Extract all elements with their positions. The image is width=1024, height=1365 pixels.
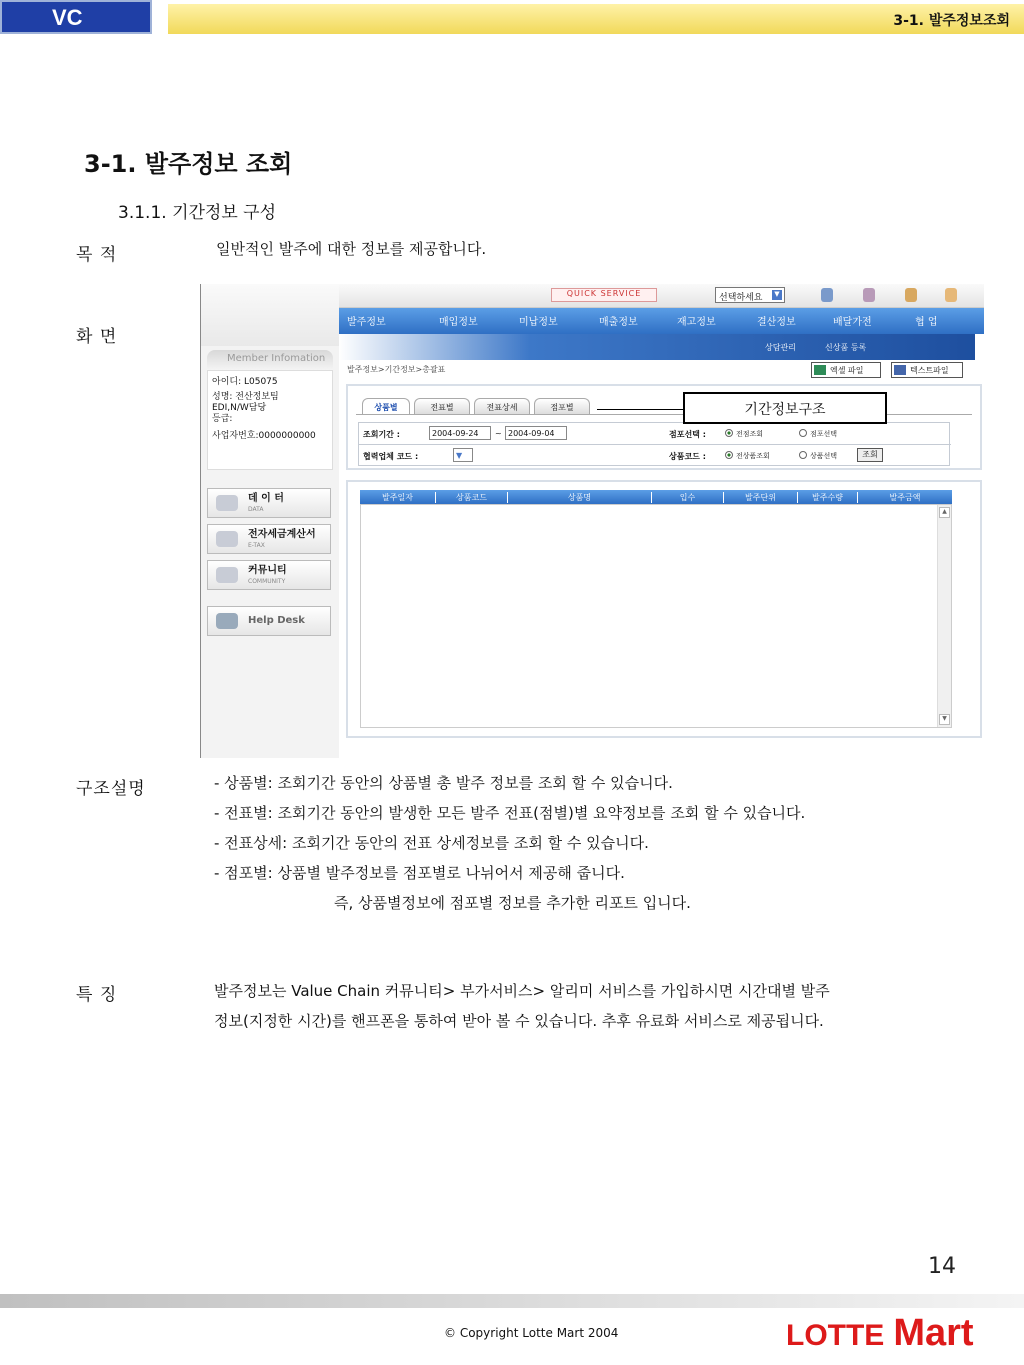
member-grade: 등급: — [212, 414, 233, 424]
member-info-header: Member Infomation — [207, 350, 333, 370]
col-units: 입수 — [652, 492, 724, 503]
store-all-radio[interactable] — [725, 429, 763, 439]
product-all-radio[interactable] — [725, 451, 770, 461]
logo-lotte: LOTTE — [786, 1319, 885, 1352]
member-dept: EDI,N/W담당 — [212, 403, 267, 413]
col-order-date: 발주일자 — [360, 492, 436, 503]
grid-header — [360, 490, 952, 504]
side-button-data[interactable] — [207, 488, 331, 518]
feature-text — [214, 976, 1014, 1036]
product-code-label: 상품코드 : — [669, 452, 706, 461]
structure-line: - 전표상세: 조회기간 동안의 전표 상세정보를 조회 할 수 있습니다. — [214, 834, 649, 852]
data-icon — [216, 495, 238, 511]
logo-mart: Mart — [893, 1312, 974, 1354]
home-icon[interactable] — [821, 288, 833, 302]
sub-nav — [339, 334, 975, 360]
structure-line: - 전표별: 조회기간 동안의 발생한 모든 발주 전표(점별)별 요약정보를 조회 할 수 있습니다. — [214, 804, 806, 822]
side-button-data-sub: DATA — [248, 506, 264, 513]
nav-sales-info[interactable]: 매출정보 — [599, 317, 638, 328]
grid-body — [360, 504, 952, 728]
app-screenshot — [200, 284, 984, 758]
footer-bar — [0, 1294, 1024, 1308]
community-icon — [216, 567, 238, 583]
structure-line: - 점포별: 상품별 발주정보를 점포별로 나뉘어서 제공해 줍니다. — [214, 864, 625, 882]
text-export-label: 텍스트파일 — [910, 366, 949, 375]
side-button-data-label: 데 이 터 — [248, 493, 284, 504]
quick-select[interactable] — [715, 287, 785, 303]
help-desk-icon — [216, 613, 238, 629]
user-icon[interactable] — [945, 288, 957, 302]
side-button-community-label: 커뮤니티 — [248, 565, 287, 576]
section-header: 3-1. 발주정보조회 — [168, 4, 1024, 34]
excel-icon — [814, 365, 826, 375]
quick-select-value: 선택하세요 — [719, 293, 763, 303]
side-button-etax-sub: E-TAX — [248, 542, 265, 549]
structure-line: - 상품별: 조회기간 동안의 상품별 총 발주 정보를 조회 할 수 있습니다. — [214, 774, 673, 792]
side-button-community[interactable] — [207, 560, 331, 590]
subnav-new-product[interactable]: 신상품 등록 — [825, 343, 867, 352]
col-order-qty: 발주수량 — [798, 492, 858, 503]
feature-label: 특 징 — [76, 985, 118, 1005]
member-id: 아이디: L05075 — [212, 377, 278, 387]
product-all-label: 전상품조회 — [736, 452, 770, 460]
date-from-input[interactable]: 2004-09-24 — [429, 426, 491, 440]
col-order-amount: 발주금액 — [889, 493, 921, 502]
result-grid — [346, 480, 982, 738]
app-sidebar — [201, 284, 339, 758]
store-pick-radio[interactable] — [799, 429, 837, 439]
tax-invoice-icon — [216, 531, 238, 547]
radio-empty-icon — [799, 451, 807, 459]
purpose-label: 목 적 — [76, 245, 118, 265]
tab-store[interactable]: 점포별 — [534, 398, 590, 414]
chevron-down-icon: ▼ — [772, 290, 782, 300]
breadcrumb: 발주정보>기간정보>총괄표 — [347, 365, 446, 374]
screen-label: 화 면 — [76, 327, 118, 347]
store-all-label: 전점조회 — [736, 430, 764, 438]
nav-settlement-info[interactable]: 결산정보 — [757, 317, 796, 328]
side-button-etax[interactable] — [207, 524, 331, 554]
feature-line: 정보(지정한 시간)를 핸프폰을 통하여 받아 볼 수 있습니다. 추후 유료화 서비스로 제공됩니다. — [214, 1012, 824, 1030]
date-to-input[interactable]: 2004-09-04 — [505, 426, 567, 440]
page-number: 14 — [928, 1254, 956, 1279]
partner-code-label: 협력업체 코드 : — [363, 452, 419, 461]
tab-slip-detail[interactable]: 전표상세 — [474, 398, 530, 414]
scroll-up-icon[interactable]: ▲ — [939, 507, 950, 518]
grid-scrollbar[interactable] — [937, 505, 951, 727]
structure-text — [214, 768, 1014, 918]
excel-export-label: 엑셀 파일 — [830, 366, 864, 375]
main-nav — [339, 308, 984, 334]
side-button-etax-label: 전자세금계산서 — [248, 529, 316, 540]
text-export-button[interactable] — [891, 362, 963, 378]
radio-selected-icon — [725, 429, 733, 437]
help-icon[interactable] — [863, 288, 875, 302]
col-product-name: 상품명 — [508, 492, 652, 503]
copyright: © Copyright Lotte Mart 2004 — [444, 1326, 619, 1340]
partner-code-select[interactable]: ▼ — [453, 448, 473, 462]
member-info-box — [207, 370, 333, 470]
store-pick-label: 점포선택 — [810, 430, 838, 438]
period-label: 조회기간 : — [363, 430, 400, 439]
search-form — [358, 422, 950, 466]
radio-empty-icon — [799, 429, 807, 437]
callout-line — [597, 409, 683, 410]
col-product-code: 상품코드 — [436, 492, 508, 503]
store-select-label: 점포선택 : — [669, 430, 706, 439]
lotte-mart-logo — [786, 1312, 974, 1355]
help-desk-button[interactable] — [207, 606, 331, 636]
date-tilde: ~ — [495, 429, 502, 438]
quick-bar — [339, 284, 984, 308]
search-button[interactable]: 조회 — [857, 448, 883, 462]
scroll-down-icon[interactable]: ▼ — [939, 714, 950, 725]
member-bizno: 사업자번호:0000000000 — [212, 431, 316, 441]
nav-purchase-info[interactable]: 매입정보 — [439, 317, 478, 328]
nav-unpaid-info[interactable]: 미납정보 — [519, 317, 558, 328]
feature-line: 발주정보는 Value Chain 커뮤니티> 부가서비스> 알리미 서비스를 가입하시면 시간대별 발주 — [214, 982, 830, 1000]
col-order-unit: 발주단위 — [724, 492, 798, 503]
text-file-icon — [894, 365, 906, 375]
nav-stock-info[interactable]: 재고정보 — [677, 317, 716, 328]
radio-selected-icon — [725, 451, 733, 459]
structure-line: 즉, 상품별정보에 점포별 정보를 추가한 리포트 입니다. — [334, 894, 691, 912]
excel-export-button[interactable] — [811, 362, 881, 378]
nav-delivery[interactable]: 배달가전 — [833, 317, 872, 328]
callout-box: 기간정보구조 — [683, 392, 887, 424]
page-title: 3-1. 발주정보 조회 — [84, 150, 293, 178]
member-name: 성명: 전산정보팀 — [212, 392, 279, 402]
structure-label: 구조설명 — [76, 779, 146, 799]
nav-order-info[interactable]: 발주정보 — [347, 317, 386, 328]
tab-product[interactable]: 상품별 — [362, 398, 410, 414]
nav-cooperation[interactable]: 협 업 — [915, 317, 938, 328]
help-desk-label: Help Desk — [248, 615, 305, 626]
subnav-consult[interactable]: 상담관리 — [765, 343, 796, 352]
product-pick-label: 상품선택 — [810, 452, 838, 460]
vc-badge: VC — [0, 0, 152, 34]
page-subtitle: 3.1.1. 기간정보 구성 — [118, 203, 276, 223]
purpose-text: 일반적인 발주에 대한 정보를 제공합니다. — [216, 240, 487, 258]
quick-service-label: QUICK SERVICE — [551, 288, 657, 302]
side-button-community-sub: COMMUNITY — [248, 578, 286, 585]
tab-slip[interactable]: 전표별 — [414, 398, 470, 414]
lock-icon[interactable] — [905, 288, 917, 302]
product-pick-radio[interactable] — [799, 451, 837, 461]
